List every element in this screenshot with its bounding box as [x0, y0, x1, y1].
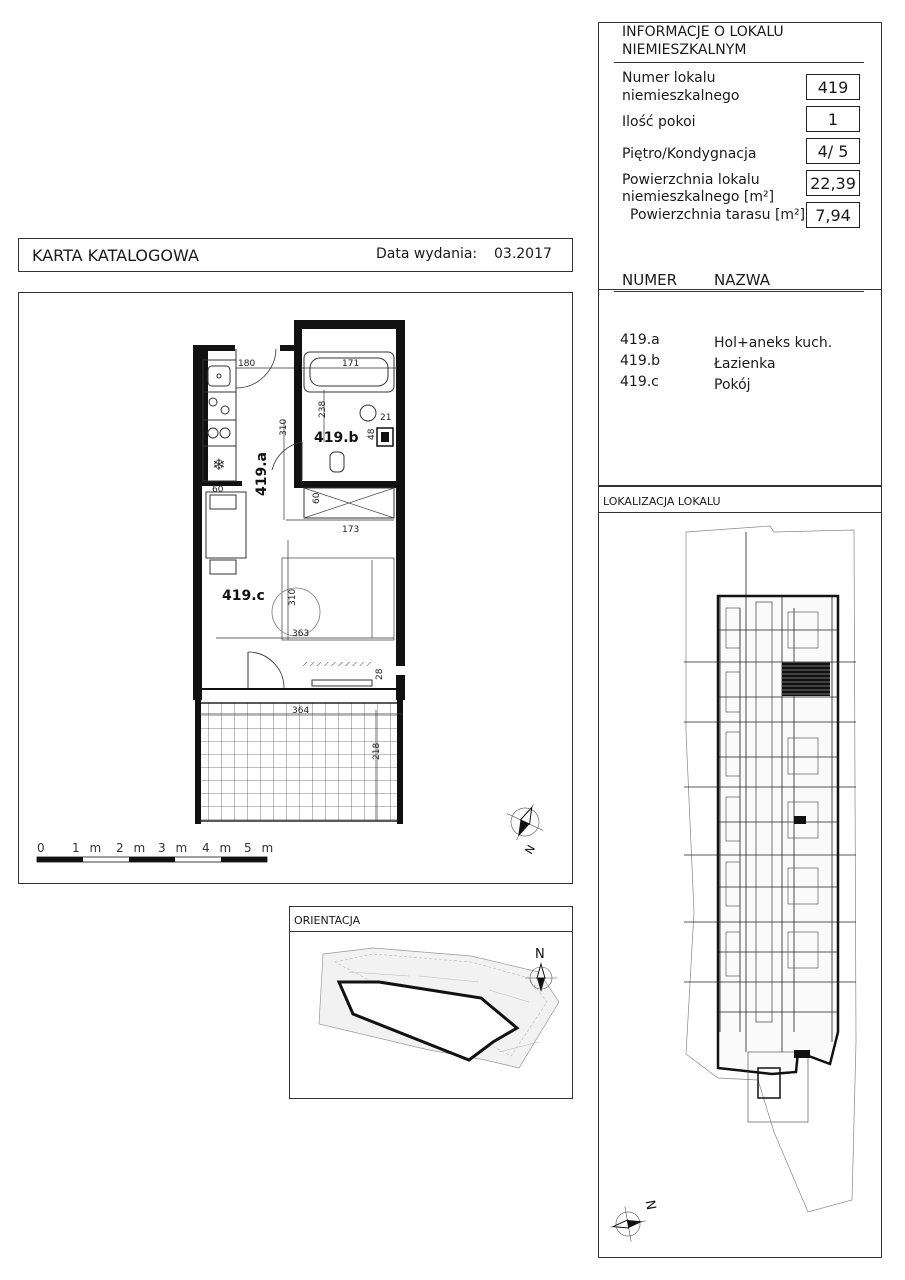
- dimension-label: 171: [342, 359, 360, 369]
- dimension-label: 180: [238, 359, 256, 369]
- scale-bar: [37, 857, 267, 862]
- wall-right: [396, 320, 405, 666]
- dimension-label: 218: [372, 742, 382, 760]
- room-numer: 419.c: [620, 374, 659, 390]
- info-title-line1: INFORMACJE O LOKALU: [622, 24, 784, 40]
- info-row-value: 1: [806, 106, 860, 132]
- info-row-label: Piętro/Kondygnacja: [622, 146, 757, 162]
- svg-text:❄: ❄: [212, 455, 226, 474]
- orientation-north-label: N: [535, 947, 545, 962]
- scale-label: 3 m: [158, 841, 191, 855]
- bathroom-wall: [294, 352, 302, 482]
- col-header-nazwa: NAZWA: [714, 271, 771, 289]
- info-row-label: Powierzchnia tarasu [m²]: [630, 207, 806, 223]
- dimension-label: 310: [288, 588, 298, 606]
- release-date-label: Data wydania:: [376, 246, 478, 262]
- scale-label: 4 m: [202, 841, 235, 855]
- dimension-label: 364: [292, 706, 310, 716]
- dimension-label: 60: [312, 492, 322, 504]
- wall-left: [193, 345, 202, 667]
- info-row-value: 419: [806, 74, 860, 100]
- info-row-value: 4/ 5: [806, 138, 860, 164]
- orientation-title: ORIENTACJA: [294, 914, 361, 927]
- dining-table: [206, 492, 246, 558]
- floor-plan: [0, 0, 600, 900]
- scale-label: 0: [37, 841, 45, 855]
- plan-north-label: N: [522, 842, 538, 857]
- dimension-label: 28: [375, 668, 385, 680]
- dimension-label: 363: [292, 629, 310, 639]
- dimension-label: 310: [279, 418, 289, 436]
- dimension-label: 48: [367, 428, 377, 440]
- info-row-label: niemieszkalnego [m²]: [622, 189, 775, 205]
- plan-north-arrow: [498, 795, 551, 848]
- info-row-label: Ilość pokoi: [622, 114, 696, 130]
- room-nazwa: Hol+aneks kuch.: [714, 335, 833, 351]
- info-row-label: Powierzchnia lokalu: [622, 172, 760, 188]
- orientation-map: [289, 932, 573, 1098]
- location-north-arrow: [607, 1203, 649, 1245]
- scale-label: 5 m: [244, 841, 277, 855]
- dimension-label: 238: [318, 400, 328, 418]
- release-date-value: 03.2017: [494, 246, 552, 262]
- room-nazwa: Łazienka: [714, 356, 776, 372]
- info-row-label: niemieszkalnego: [622, 88, 740, 104]
- room-label-419c: 419.c: [222, 588, 265, 604]
- scale-label: 2 m: [116, 841, 149, 855]
- room-label-419a: 419.a: [254, 452, 270, 496]
- location-title: LOKALIZACJA LOKALU: [603, 495, 721, 508]
- scale-label: 1 m: [72, 841, 105, 855]
- info-row-label: Numer lokalu: [622, 70, 716, 86]
- room-numer: 419.b: [620, 353, 661, 369]
- info-row-value: 22,39: [806, 170, 860, 196]
- room-nazwa: Pokój: [714, 377, 751, 393]
- info-row-value: 7,94: [806, 202, 860, 228]
- room-label-419b: 419.b: [314, 430, 359, 446]
- col-header-numer: NUMER: [622, 271, 678, 289]
- terrace: [200, 703, 402, 821]
- info-title-divider: [614, 62, 864, 63]
- dimension-label: 173: [342, 525, 360, 535]
- dimension-label: 60: [212, 485, 224, 495]
- dimension-label: 21: [380, 413, 392, 423]
- bed: [282, 558, 394, 640]
- catalog-title: KARTA KATALOGOWA: [32, 246, 199, 265]
- location-north-label: N: [644, 1198, 661, 1211]
- room-numer: 419.a: [620, 332, 660, 348]
- location-map: [598, 512, 882, 1258]
- info-title-line2: NIEMIESZKALNYM: [622, 42, 747, 58]
